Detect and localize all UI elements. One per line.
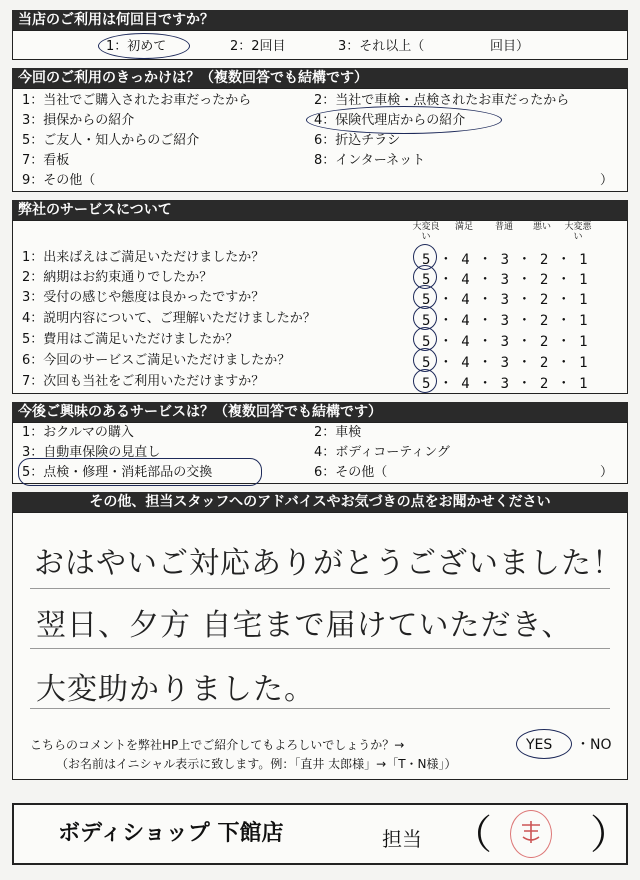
handwritten-comment-line-2: 翌日、夕方 自宅まで届けていただき、: [36, 608, 573, 643]
staff-paren-open: （: [452, 812, 492, 858]
scale-label-3: 普通: [494, 222, 513, 232]
consent-no[interactable]: ・NO: [576, 737, 612, 753]
q4-item-4[interactable]: 4：ボディコーティング: [314, 445, 450, 460]
q2-header: 今回のご利用のきっかけは？（複数回答でも結構です）: [12, 68, 628, 88]
q4-item-6[interactable]: 6：その他（: [314, 465, 388, 480]
ruled-line-1: [30, 588, 610, 589]
q2-answer-circle: [306, 106, 502, 134]
q2-item-5[interactable]: 5：ご友人・知人からのご紹介: [22, 133, 200, 148]
q1-option-3[interactable]: 3：それ以上（: [338, 39, 425, 54]
consent-note: （お名前はイニシャル表示に致します。例：「直井 太郎様」→「T・N様」）: [56, 757, 457, 771]
q3-question-3: 3：受付の感じや態度は良かったですか？: [22, 290, 265, 305]
q3-rating-3[interactable]: 5 ・ 4 ・ 3 ・ 2 ・ 1: [422, 292, 588, 308]
ruled-line-2: [30, 648, 610, 649]
q2-item-9-close: ）: [600, 173, 614, 188]
q3-rating-2[interactable]: 5 ・ 4 ・ 3 ・ 2 ・ 1: [422, 272, 588, 288]
staff-seal-stamp: [510, 810, 552, 858]
q2-item-2[interactable]: 2：当社で車検・点検されたお車だったから: [314, 93, 570, 108]
consent-question: こちらのコメントを弊社HP上でご紹介してもよろしいでしょうか？→: [30, 738, 405, 752]
q3-rating-7[interactable]: 5 ・ 4 ・ 3 ・ 2 ・ 1: [422, 376, 588, 392]
q2-item-8[interactable]: 8：インターネット: [314, 153, 426, 168]
ruled-line-3: [30, 708, 610, 709]
q5-header: その他、担当スタッフへのアドバイスやお気づきの点をお聞かせください: [12, 492, 628, 512]
scale-label-2: 悪い: [532, 222, 551, 232]
q3-header: 弊社のサービスについて: [12, 200, 628, 220]
q3-rating-1[interactable]: 5 ・ 4 ・ 3 ・ 2 ・ 1: [422, 252, 588, 268]
q3-question-6: 6：今回のサービスご満足いただけましたか？: [22, 353, 291, 368]
q3-question-1: 1：出来ばえはご満足いただけましたか？: [22, 250, 265, 265]
q2-item-4[interactable]: 4：保険代理店からの紹介: [314, 113, 466, 128]
q3-rating-4[interactable]: 5 ・ 4 ・ 3 ・ 2 ・ 1: [422, 313, 588, 329]
q2-item-1[interactable]: 1：当社でご購入されたお車だったから: [22, 93, 252, 108]
q2-item-7[interactable]: 7：看板: [22, 153, 70, 168]
shop-name: ボディショップ 下館店: [58, 821, 284, 846]
consent-yes[interactable]: YES: [526, 737, 553, 753]
q4-item-5[interactable]: 5：点検・修理・消耗部品の交換: [22, 465, 213, 480]
q2-item-9[interactable]: 9：その他（: [22, 173, 96, 188]
q2-item-3[interactable]: 3：損保からの紹介: [22, 113, 135, 128]
q4-item-6-close: ）: [600, 465, 614, 480]
q4-header: 今後ご興味のあるサービスは？（複数回答でも結構です）: [12, 402, 628, 422]
q1-option-2[interactable]: 2：2回目: [230, 39, 286, 54]
q4-item-3[interactable]: 3：自動車保険の見直し: [22, 445, 161, 460]
q3-rating-6[interactable]: 5 ・ 4 ・ 3 ・ 2 ・ 1: [422, 355, 588, 371]
rating-circle-7: [413, 369, 437, 393]
seal-icon: [516, 817, 546, 847]
q3-question-2: 2：納期はお約束通りでしたか？: [22, 270, 213, 285]
q1-answer-circle: [98, 33, 190, 59]
q1-option-3-suffix: 回目）: [490, 39, 530, 54]
q3-question-4: 4：説明内容について、ご理解いただけましたか？: [22, 311, 316, 326]
scale-label-1: 大変悪い: [564, 222, 592, 242]
staff-label: 担当: [382, 827, 422, 851]
q3-rating-5[interactable]: 5 ・ 4 ・ 3 ・ 2 ・ 1: [422, 334, 588, 350]
q4-answer-circle: [18, 458, 262, 486]
consent-yes-circle: [516, 729, 572, 759]
q4-item-2[interactable]: 2：車検: [314, 425, 362, 440]
q2-item-6[interactable]: 6：折込チラシ: [314, 133, 401, 148]
q3-question-5: 5：費用はご満足いただけましたか？: [22, 332, 239, 347]
scale-label-4: 満足: [454, 222, 473, 232]
q3-question-7: 7：次回も当社をご利用いただけますか？: [22, 374, 265, 389]
handwritten-comment-line-3: 大変助かりました。: [36, 672, 315, 707]
q1-option-1[interactable]: 1：初めて: [106, 39, 167, 54]
handwritten-comment-line-1: おはやいご対応ありがとうございました！: [34, 546, 623, 581]
q4-item-1[interactable]: 1：おクルマの購入: [22, 425, 134, 440]
q1-header: 当店のご利用は何回目ですか？: [12, 10, 628, 30]
staff-paren-close: ）: [590, 812, 630, 858]
scale-label-5: 大変良い: [412, 222, 440, 242]
